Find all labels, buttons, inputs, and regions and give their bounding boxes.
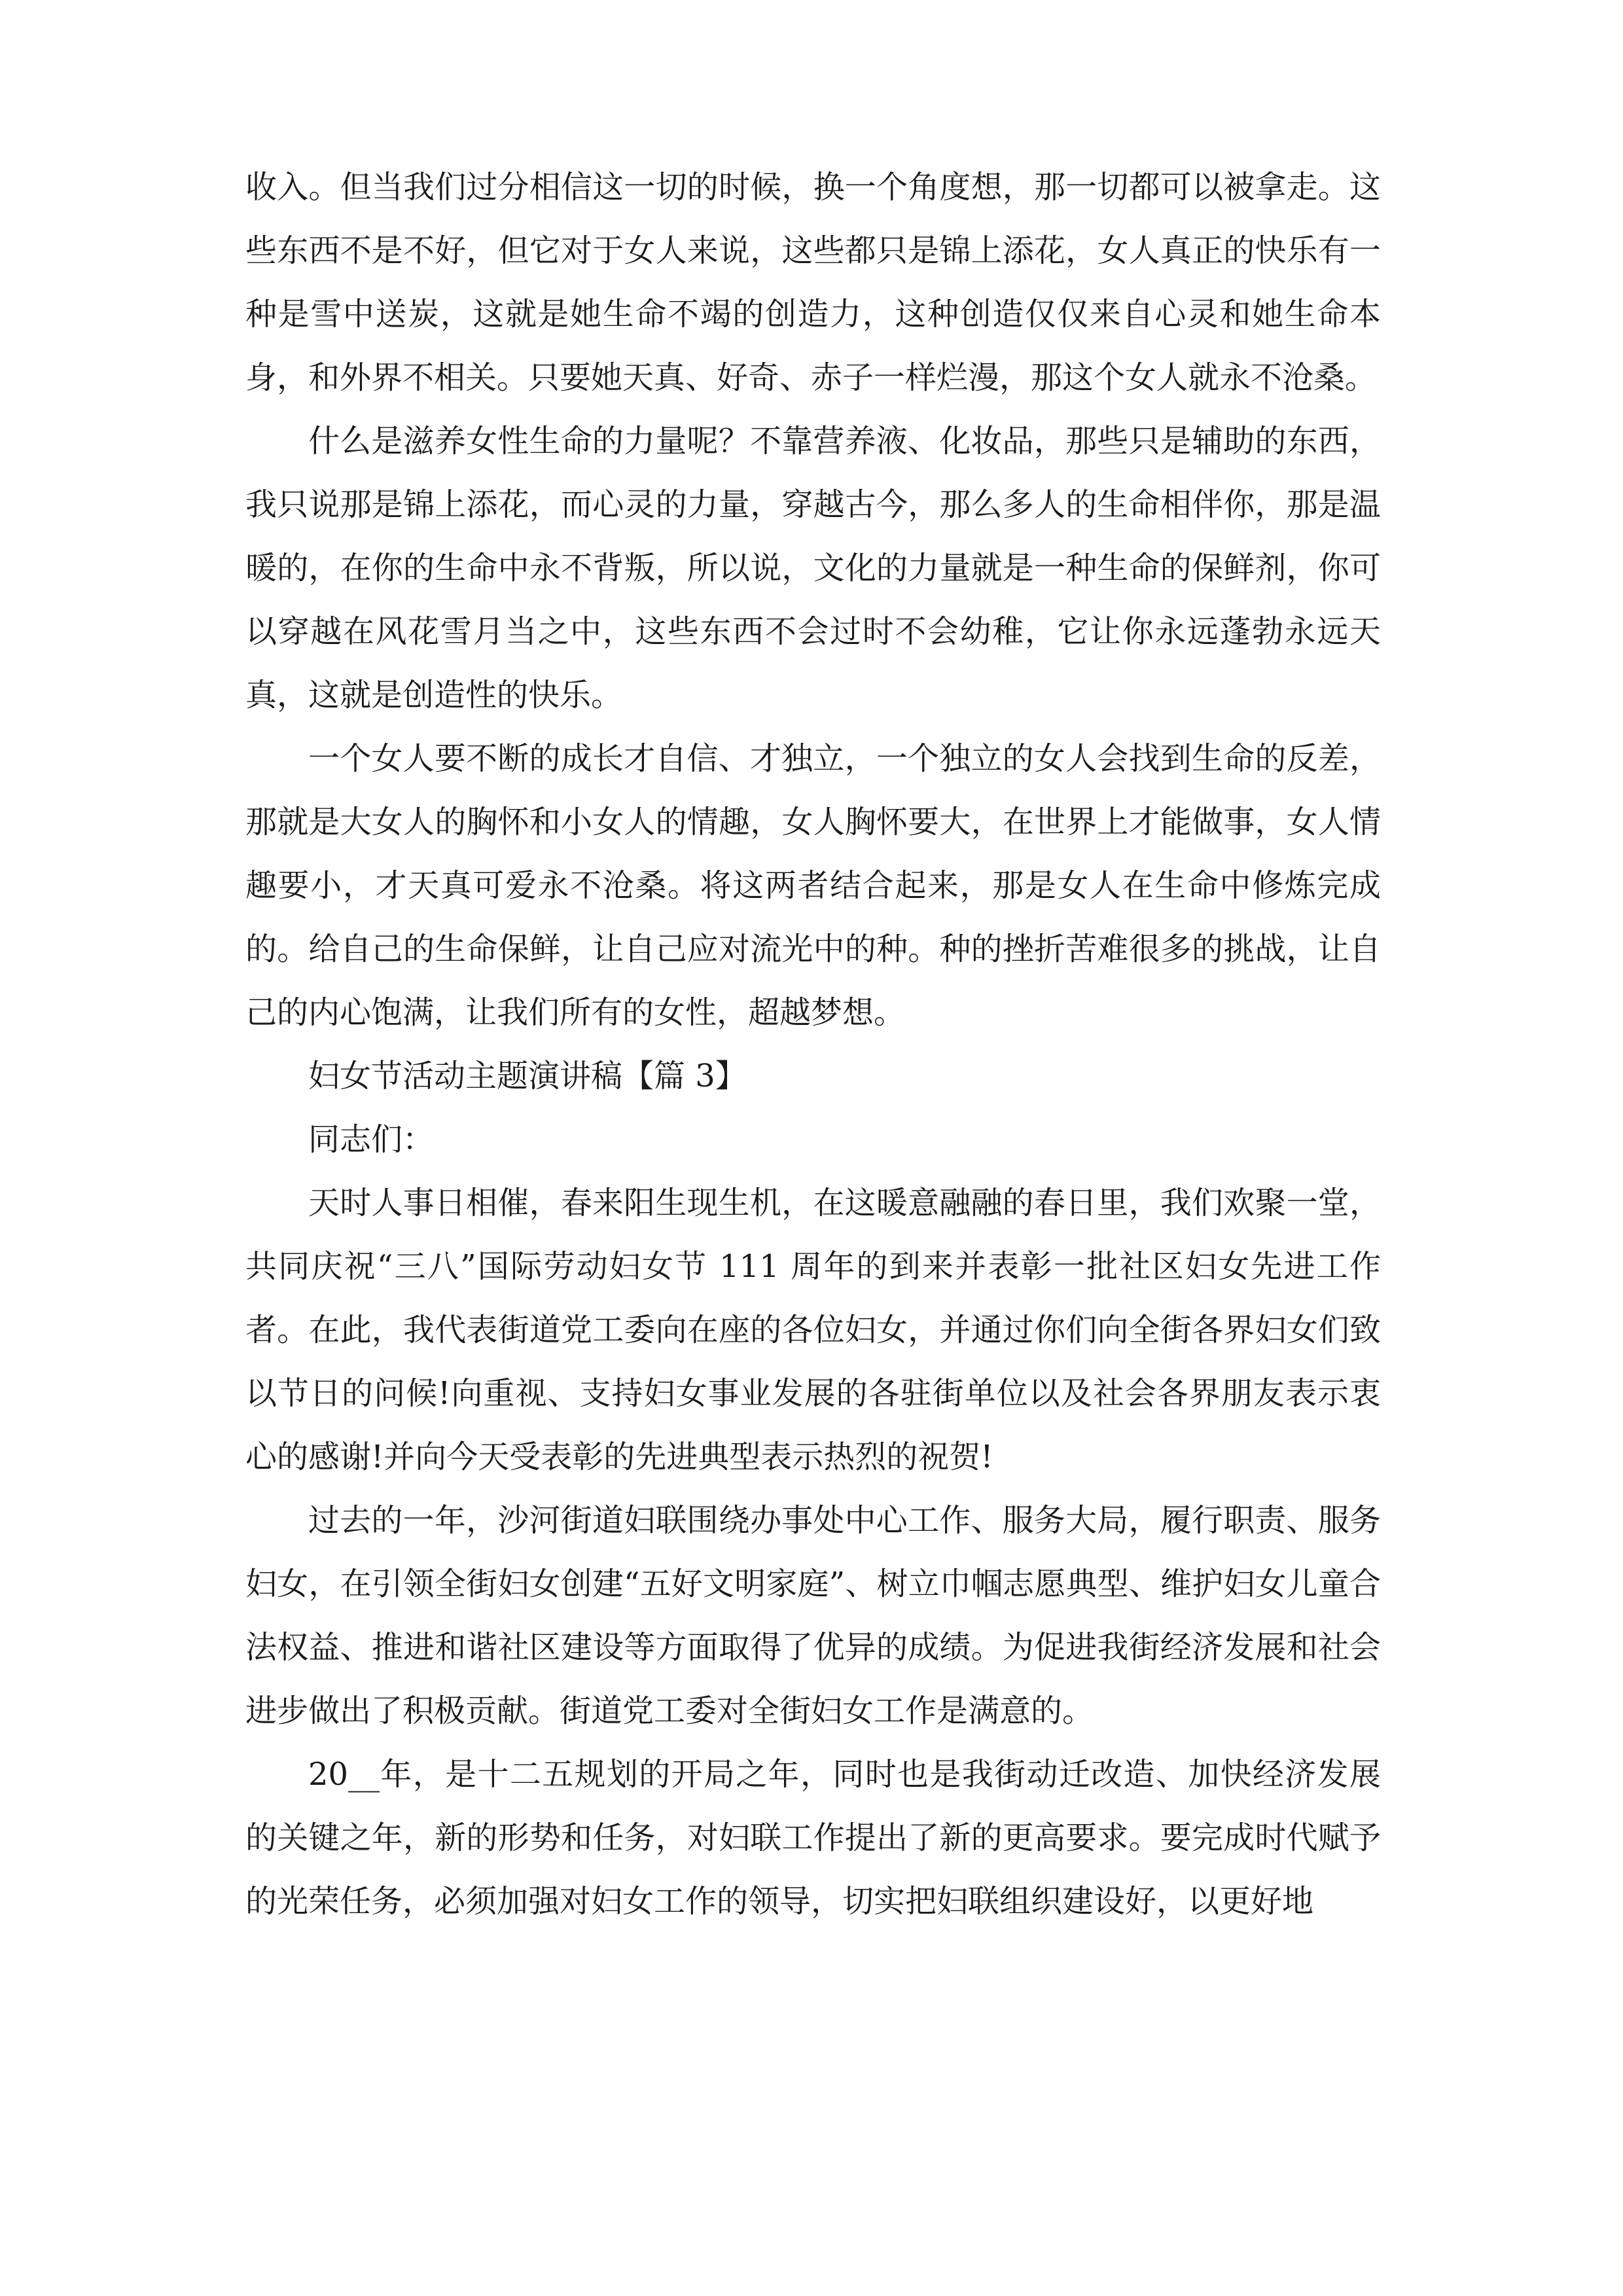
paragraph-7: 过去的一年，沙河街道妇联围绕办事处中心工作、服务大局，履行职责、服务妇女，在引领全街妇女创建“五好文明家庭”、树立巾帼志愿典型、维护妇女儿童合法权益、推进和谐社区建设等方面取得了优异的成绩。为促进我街经济发展和社会进步做出了积极贡献。街道党工委对全街妇女工作是满意的。 (245, 1502, 1381, 1729)
section-heading: 妇女节活动主题演讲稿【篇 3】 (308, 1058, 747, 1094)
paragraph-1: 收入。但当我们过分相信这一切的时候，换一个角度想，那一切都可以被拿走。这些东西不是不好，但它对于女人来说，这些都只是锦上添花，女人真正的快乐有一种是雪中送炭，这就是她生命不竭的创造力，这种创造仅仅来自心灵和她生命本身，和外界不相关。只要她天真、好奇、赤子一样烂漫，那这个女人就永不沧桑。 (245, 169, 1381, 396)
paragraph-8: 20__年，是十二五规划的开局之年，同时也是我街动迁改造、加快经济发展的关键之年，新的形势和任务，对妇联工作提出了新的更高要求。要完成时代赋予的光荣任务，必须加强对妇女工作的领导，切实把妇联组织建设好，以更好地 (245, 1756, 1381, 1920)
paragraph-2: 什么是滋养女性生命的力量呢？不靠营养液、化妆品，那些只是辅助的东西，我只说那是锦上添花，而心灵的力量，穿越古今，那么多人的生命相伴你，那是温暖的，在你的生命中永不背叛，所以说，文化的力量就是一种生命的保鲜剂，你可以穿越在风花雪月当之中，这些东西不会过时不会幼稚，它让你永远蓬勃永远天真，这就是创造性的快乐。 (245, 423, 1381, 713)
document-body (245, 156, 1381, 1933)
paragraph-6: 天时人事日相催，春来阳生现生机，在这暖意融融的春日里，我们欢聚一堂，共同庆祝“三八”国际劳动妇女节 111 周年的到来并表彰一批社区妇女先进工作者。在此，我代表街道党工委向在座的各位妇女，并通过你们向全街各界妇女们致以节日的问候!向重视、支持妇女事业发展的各驻街单位以及社会各界朋友表示衷心的感谢!并向今天受表彰的先进典型表示热烈的祝贺! (245, 1185, 1381, 1475)
paragraph-3: 一个女人要不断的成长才自信、才独立，一个独立的女人会找到生命的反差，那就是大女人的胸怀和小女人的情趣，女人胸怀要大，在世界上才能做事，女人情趣要小，才天真可爱永不沧桑。将这两者结合起来，那是女人在生命中修炼完成的。给自己的生命保鲜，让自己应对流光中的种。种的挫折苦难很多的挑战，让自己的内心饱满，让我们所有的女性，超越梦想。 (245, 740, 1381, 1031)
salutation: 同志们： (308, 1121, 435, 1158)
